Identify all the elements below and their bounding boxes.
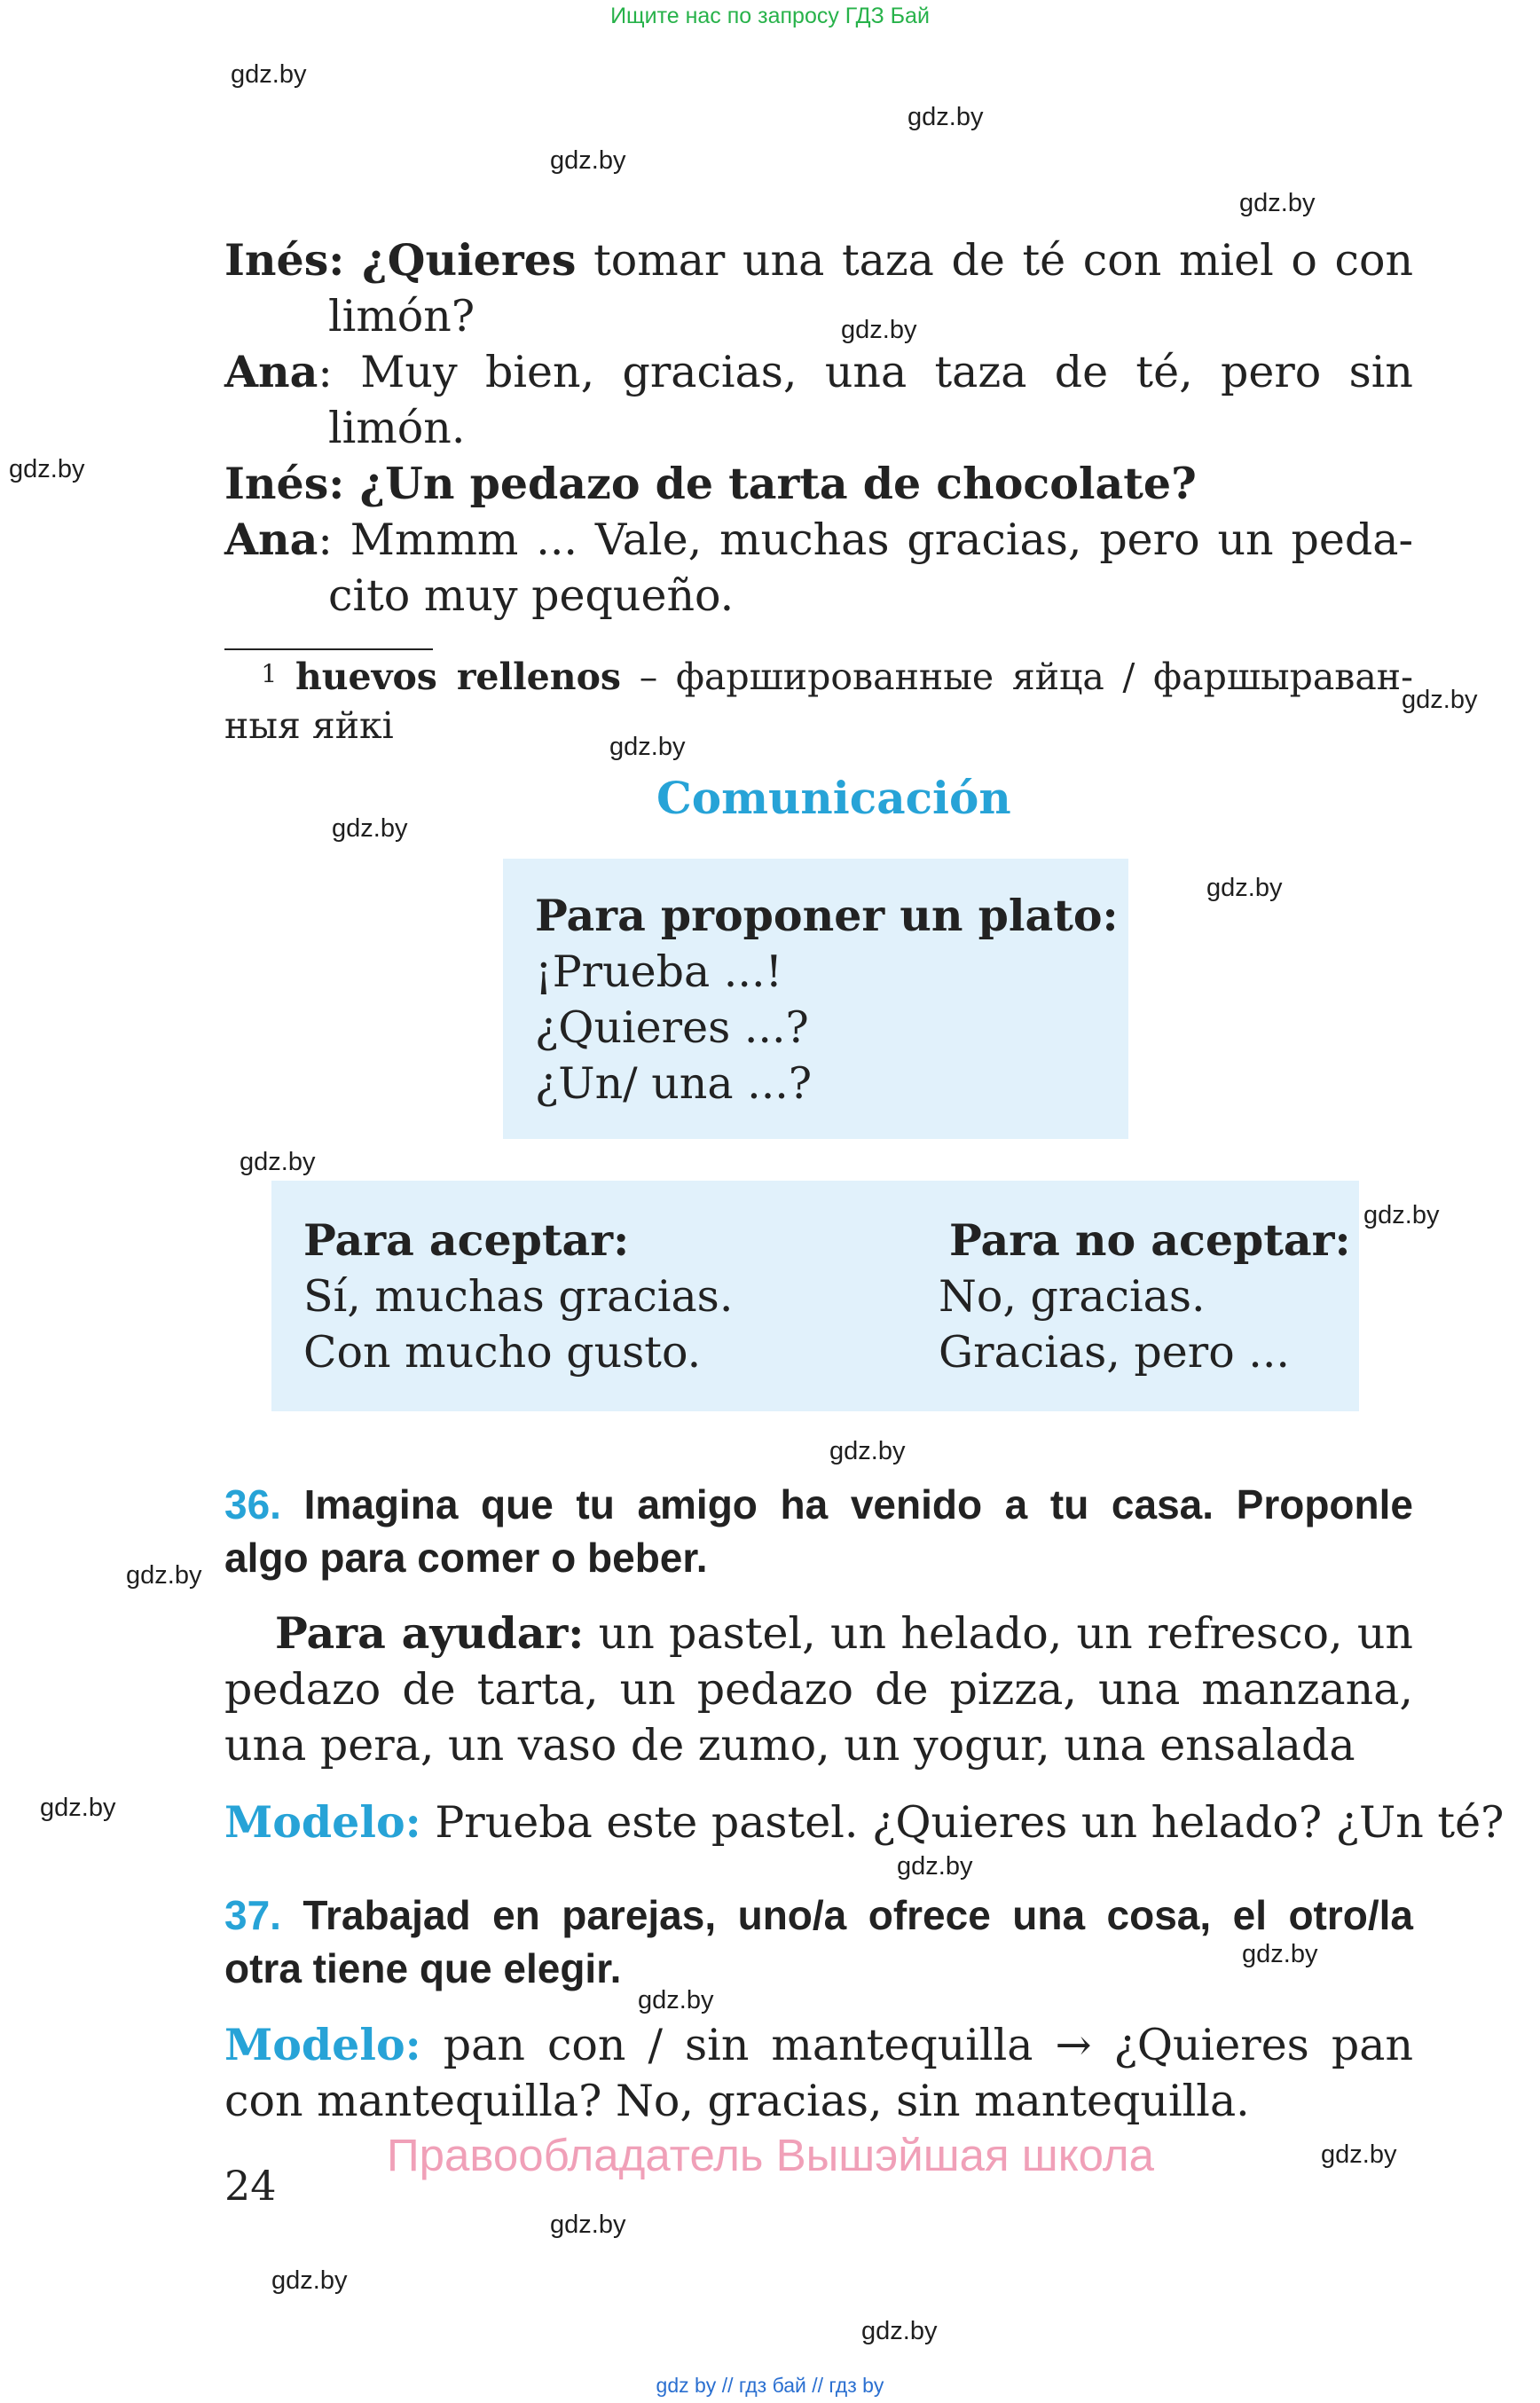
watermark: gdz.by	[9, 455, 85, 483]
accept-line: Sí, muchas gracias.	[303, 1271, 734, 1322]
propose-heading: Para proponer un plato:	[535, 890, 1119, 941]
watermark: gdz.by	[908, 103, 984, 131]
dialogue-line: Inés: ¿Un pedazo de tarta de chocolate?	[224, 458, 1197, 509]
dialogue-line: Inés: ¿Quieres tomar una taza de té con miel o con	[224, 234, 1413, 286]
help-line: una pera, un vaso de zumo, un yogur, una ensalada	[224, 1720, 1355, 1771]
watermark: gdz.by	[609, 733, 686, 761]
propose-line: ¡Prueba ...!	[535, 946, 783, 997]
exercise-37-instruction-continued: otra tiene que elegir.	[224, 1945, 622, 1991]
watermark: gdz.by	[1242, 1940, 1318, 1968]
dialogue-line: Ana: Mmmm ... Vale, muchas gracias, pero un peda-	[224, 514, 1413, 565]
copyright-notice: Правообладатель Вышэйшая школа	[387, 2130, 1154, 2180]
dialogue-line: limón.	[328, 403, 466, 453]
watermark: gdz.by	[231, 60, 307, 89]
reject-heading: Para no aceptar:	[949, 1214, 1351, 1266]
watermark: gdz.by	[897, 1852, 973, 1881]
watermark: gdz.by	[1206, 874, 1283, 902]
help-line: pedazo de tarta, un pedazo de pizza, una manzana,	[224, 1664, 1413, 1715]
watermark: gdz.by	[1402, 686, 1478, 714]
footnote-continued: ныя яйкі	[224, 704, 394, 747]
dialogue-line: limón?	[328, 291, 475, 342]
propose-line: ¿Quieres ...?	[535, 1002, 809, 1053]
reject-line: No, gracias.	[939, 1271, 1206, 1322]
watermark: gdz.by	[40, 1794, 116, 1822]
dialogue-line: cito muy pequeño.	[328, 570, 735, 621]
watermark: gdz.by	[332, 814, 408, 843]
exercise-36-instruction-continued: algo para comer o beber.	[224, 1535, 708, 1581]
footnote: $^1$ huevos rellenos – фаршированные яйца / фаршыраван-	[261, 656, 1413, 698]
page-number: 24	[224, 2162, 277, 2210]
watermark: gdz.by	[638, 1986, 714, 2014]
exercise-37-instruction: 37. Trabajad en parejas, uno/a ofrece una cosa, el otro/la	[224, 1892, 1413, 1938]
exercise-37-model-continued: con mantequilla? No, gracias, sin mantequilla.	[224, 2076, 1250, 2126]
dialogue-line: Ana: Muy bien, gracias, una taza de té, pero sin	[224, 346, 1413, 397]
help-line: Para ayudar: un pastel, un helado, un refresco, un	[275, 1607, 1413, 1659]
watermark: gdz.by	[550, 146, 626, 175]
watermark: gdz.by	[1239, 189, 1316, 217]
exercise-36-instruction: 36. Imagina que tu amigo ha venido a tu casa. Proponle	[224, 1481, 1413, 1527]
footnote-divider	[224, 648, 433, 650]
watermark: gdz.by	[841, 316, 917, 344]
propose-line: ¿Un/ una ...?	[535, 1058, 813, 1109]
accept-line: Con mucho gusto.	[303, 1327, 702, 1378]
watermark: gdz.by	[1363, 1201, 1440, 1229]
watermark: gdz.by	[271, 2266, 348, 2295]
watermark: gdz.by	[1321, 2140, 1397, 2169]
top-banner: Ищите нас по запросу ГДЗ Бай	[610, 4, 930, 28]
watermark: gdz.by	[550, 2211, 626, 2239]
bottom-links[interactable]: gdz by // гдз бай // гдз by	[656, 2374, 884, 2397]
watermark: gdz.by	[829, 1437, 906, 1465]
watermark: gdz.by	[861, 2317, 938, 2345]
watermark: gdz.by	[240, 1148, 316, 1176]
section-title: Comunicación	[656, 772, 1011, 824]
exercise-37-model: Modelo: pan con / sin mantequilla → ¿Quieres pan	[224, 2019, 1413, 2070]
reject-line: Gracias, pero ...	[939, 1327, 1290, 1378]
watermark: gdz.by	[126, 1561, 202, 1590]
accept-heading: Para aceptar:	[303, 1214, 630, 1266]
exercise-36-model: Modelo: Prueba este pastel. ¿Quieres un helado? ¿Un té?	[224, 1796, 1505, 1848]
